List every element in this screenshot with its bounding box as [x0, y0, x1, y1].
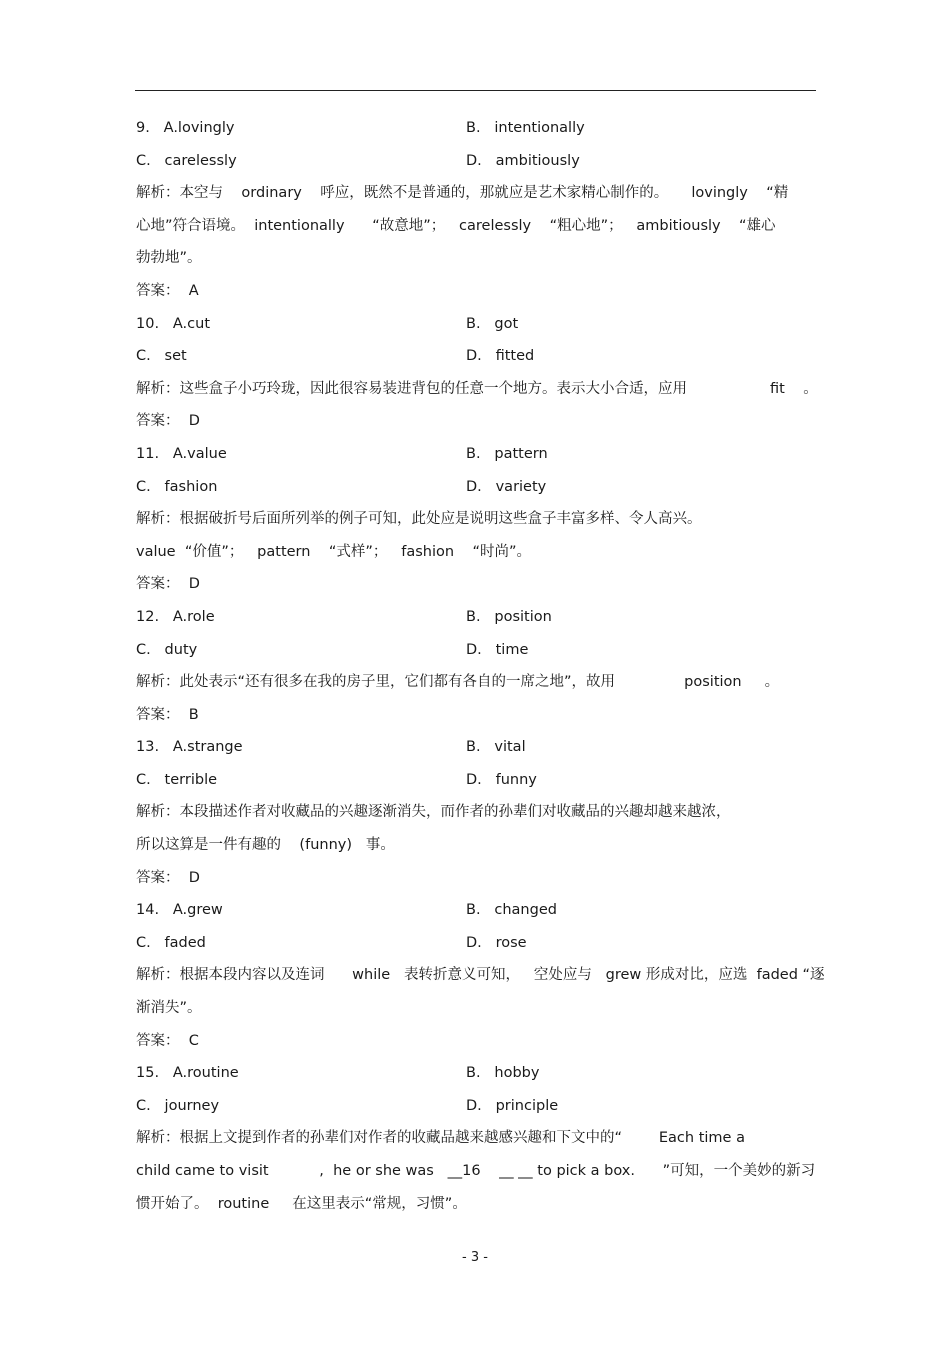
option-text: 12. A.role: [136, 608, 215, 625]
analysis-line: 解析：根据本段内容以及连词 while 表转折意义可知， 空处应与 grew 形成对比，应选 faded “逐: [136, 967, 825, 984]
option-row: [136, 894, 816, 927]
option-row: [136, 1090, 816, 1123]
option-text: 13. A.strange: [136, 739, 243, 756]
option-text: D. variety: [466, 478, 547, 495]
option-text: B. position: [466, 608, 552, 625]
option-text: D. rose: [466, 934, 527, 951]
option-text: B. got: [466, 315, 519, 332]
answer-line: 答案： D: [136, 413, 200, 430]
option-row: [136, 308, 816, 341]
page-content: [136, 112, 825, 1220]
analysis-line: 渐消失”。: [136, 1000, 202, 1017]
option-text: B. hobby: [466, 1065, 540, 1082]
answer-line: 答案： D: [136, 869, 200, 886]
analysis-line: 解析：根据上文提到作者的孙辈们对作者的收藏品越来越感兴趣和下文中的“ Each time a: [136, 1130, 745, 1147]
analysis-line: 解析：本空与 ordinary 呼应，既然不是普通的，那就应是艺术家精心制作的。 lovingly “精: [136, 185, 789, 202]
option-text: C. duty: [136, 641, 198, 658]
option-text: 10. A.cut: [136, 315, 211, 332]
answer-line: 答案： B: [136, 706, 199, 723]
answer-line: 答案： C: [136, 1032, 199, 1049]
question-block: [136, 601, 816, 731]
analysis-line: 解析：这些盒子小巧玲珑，因此很容易装进背包的任意一个地方。表示大小合适，应用 fit 。: [136, 380, 818, 397]
analysis-line: value “价值”； pattern “式样”； fashion “时尚”。: [136, 543, 532, 560]
option-text: D. ambitiously: [466, 152, 580, 169]
option-text: C. carelessly: [136, 152, 237, 169]
option-text: D. fitted: [466, 348, 535, 365]
analysis-line: 解析：本段描述作者对收藏品的兴趣逐渐消失，而作者的孙辈们对收藏品的兴趣却越来越浓，: [136, 804, 731, 821]
question-block: [136, 1057, 816, 1220]
answer-line: 答案： D: [136, 576, 200, 593]
option-text: D. time: [466, 641, 529, 658]
option-row: [136, 927, 816, 960]
option-row: [136, 438, 816, 471]
analysis-line: 所以这算是一件有趣的 (funny) 事。: [136, 837, 395, 854]
analysis-line: 惯开始了。 routine 在这里表示“常规，习惯”。: [136, 1195, 467, 1212]
option-text: 15. A.routine: [136, 1065, 239, 1082]
option-row: [136, 145, 816, 178]
option-row: [136, 601, 816, 634]
option-row: [136, 764, 816, 797]
option-text: B. changed: [466, 902, 557, 919]
option-text: 9. A.lovingly: [136, 120, 235, 136]
question-block: [136, 112, 816, 308]
option-text: B. pattern: [466, 445, 548, 462]
option-text: 14. A.grew: [136, 902, 223, 919]
option-text: B. vital: [466, 739, 526, 756]
option-text: D. principle: [466, 1097, 559, 1114]
option-text: C. set: [136, 348, 187, 365]
option-row: [136, 340, 816, 373]
option-text: C. journey: [136, 1097, 220, 1114]
question-block: [136, 731, 816, 894]
answer-line: 答案： A: [136, 282, 199, 299]
option-row: [136, 112, 816, 145]
question-block: [136, 308, 816, 438]
analysis-line: 心地”符合语境。 intentionally “故意地”； carelessly “粗心地”； ambitiously “雄心: [136, 217, 776, 234]
page-number: - 3 -: [462, 1250, 488, 1265]
option-text: 11. A.value: [136, 445, 227, 462]
analysis-line: 解析：此处表示“还有很多在我的房子里，它们都有各自的一席之地”，故用 position 。: [136, 674, 780, 691]
option-row: [136, 471, 816, 504]
option-text: D. funny: [466, 771, 537, 788]
question-block: [136, 438, 816, 601]
option-text: C. faded: [136, 934, 206, 951]
option-row: [136, 1057, 816, 1090]
option-row: [136, 731, 816, 764]
analysis-line: child came to visit , he or she was __16 __ __ to pick a box. ”可知，一个美妙的新习: [136, 1163, 816, 1179]
analysis-line: 勃勃地”。: [136, 250, 202, 267]
option-text: C. terrible: [136, 771, 218, 788]
option-text: C. fashion: [136, 478, 218, 495]
header-rule: [135, 90, 816, 91]
question-block: [136, 894, 825, 1057]
option-row: [136, 634, 816, 667]
option-text: B. intentionally: [466, 120, 585, 136]
analysis-line: 解析：根据破折号后面所列举的例子可知，此处应是说明这些盒子丰富多样、令人高兴。: [136, 511, 702, 528]
